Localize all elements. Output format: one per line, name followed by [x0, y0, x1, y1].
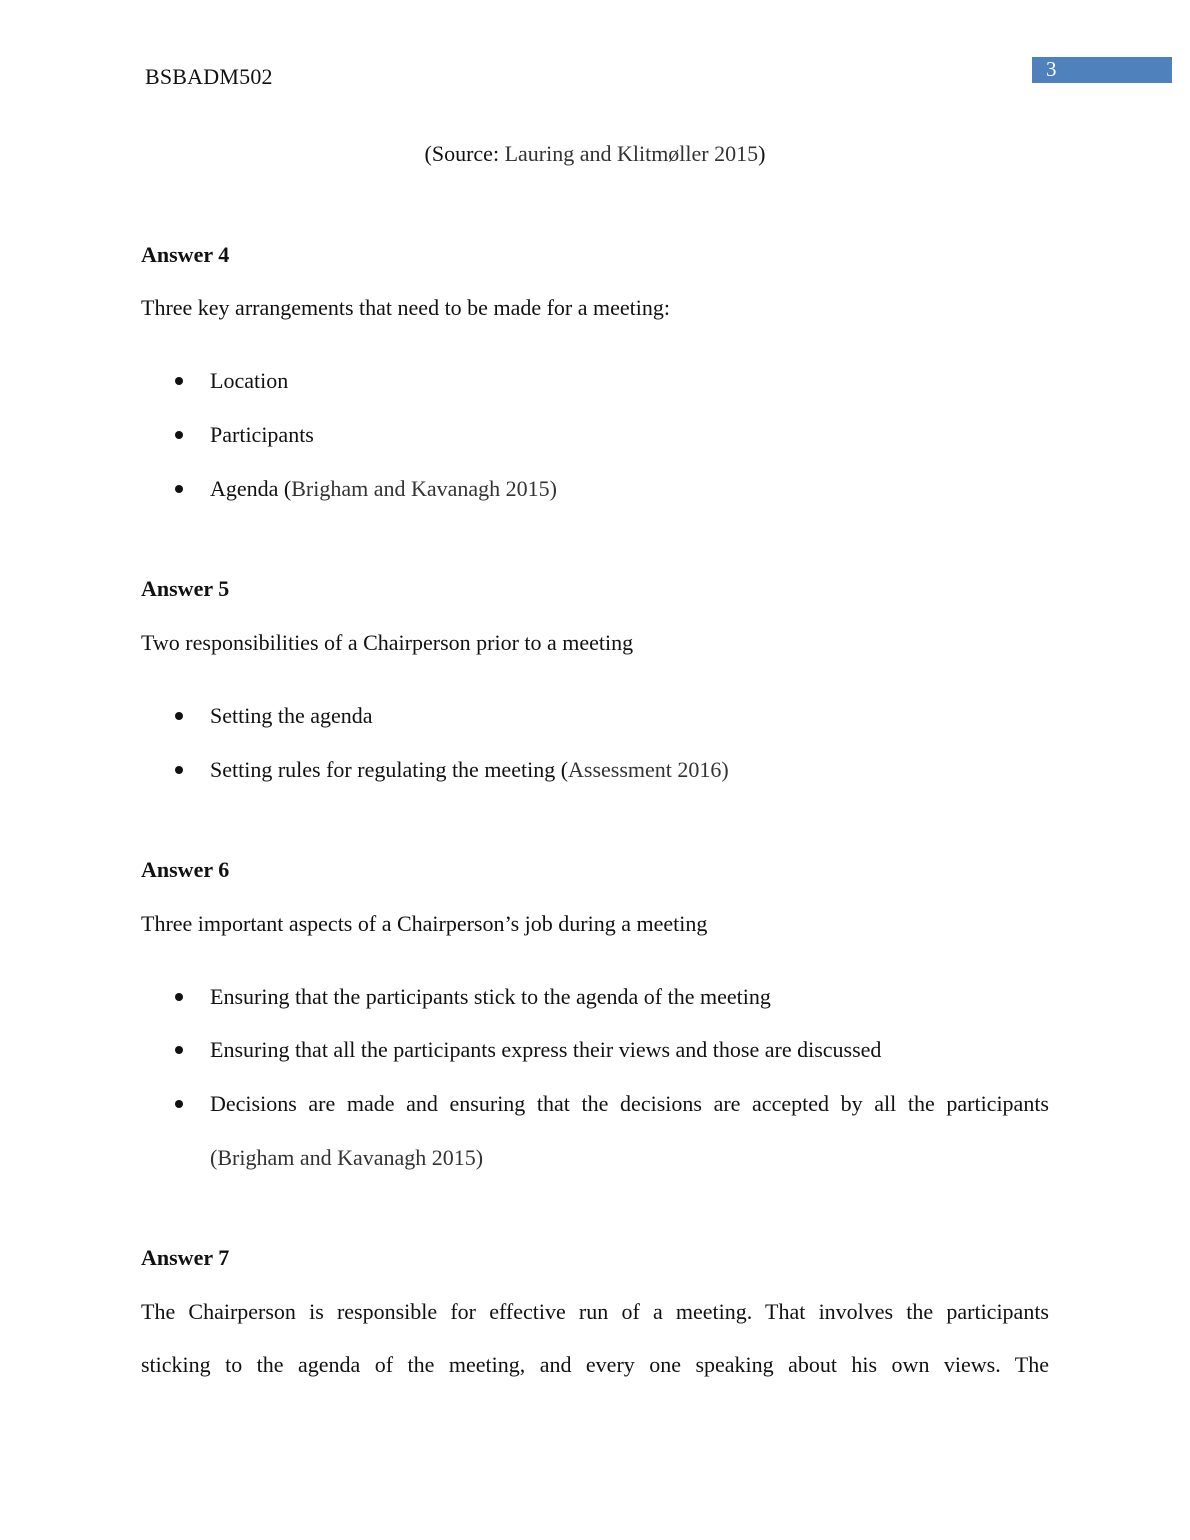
answer-6-heading: Answer 6 [141, 857, 230, 882]
citation: Assessment 2016) [568, 757, 729, 782]
bullet-icon [175, 1046, 183, 1054]
list-item-text: Setting the agenda [210, 703, 373, 728]
paragraph-line: The Chairperson is responsible for effective run of a meeting. That involves the participants [141, 1299, 1049, 1324]
page-number-badge [1032, 57, 1172, 83]
answer-7-heading: Answer 7 [141, 1245, 230, 1270]
list-item-text: Ensuring that the participants stick to the agenda of the meeting [210, 984, 771, 1009]
answer-4-intro: Three key arrangements that need to be made for a meeting: [141, 295, 670, 320]
bullet-icon [175, 712, 183, 720]
answer-4-heading: Answer 4 [141, 242, 230, 267]
list-item-line: Decisions are made and ensuring that the decisions are accepted by all the participants [210, 1091, 1049, 1116]
answer-6-intro: Three important aspects of a Chairperson’s job during a meeting [141, 911, 708, 936]
list-item-text: Participants [210, 422, 314, 447]
paragraph-line: sticking to the agenda of the meeting, and every one speaking about his own views. The [141, 1352, 1049, 1377]
bullet-icon [175, 485, 183, 493]
list-item-text: Location [210, 368, 289, 393]
bullet-icon [175, 1100, 183, 1108]
list-item-text: Ensuring that all the participants express their views and those are discussed [210, 1037, 882, 1062]
bullet-icon [175, 766, 183, 774]
list-item-text: Agenda (Brigham and Kavanagh 2015) [210, 476, 558, 501]
figure-source-line [0, 139, 1190, 169]
source-citation: Lauring and Klitmøller 2015 [504, 141, 759, 166]
list-item-text: Setting rules for regulating the meeting (Assessment 2016) [210, 757, 729, 782]
list-item-text [210, 1089, 1049, 1179]
citation: (Brigham and Kavanagh 2015) [210, 1145, 484, 1170]
bullet-icon [175, 993, 183, 1001]
citation: Brigham and Kavanagh 2015) [291, 476, 558, 501]
answer-7-paragraph [141, 1297, 1049, 1387]
bullet-icon [175, 431, 183, 439]
answer-5-intro: Two responsibilities of a Chairperson prior to a meeting [141, 630, 634, 655]
bullet-icon [175, 377, 183, 385]
document-header-title: BSBADM502 [145, 64, 273, 89]
answer-5-heading: Answer 5 [141, 576, 230, 601]
answer-6-list-item [172, 1089, 1049, 1179]
source-prefix: (Source: [424, 141, 505, 166]
page-number: 3 [1046, 57, 1057, 81]
source-suffix: ) [758, 141, 766, 166]
